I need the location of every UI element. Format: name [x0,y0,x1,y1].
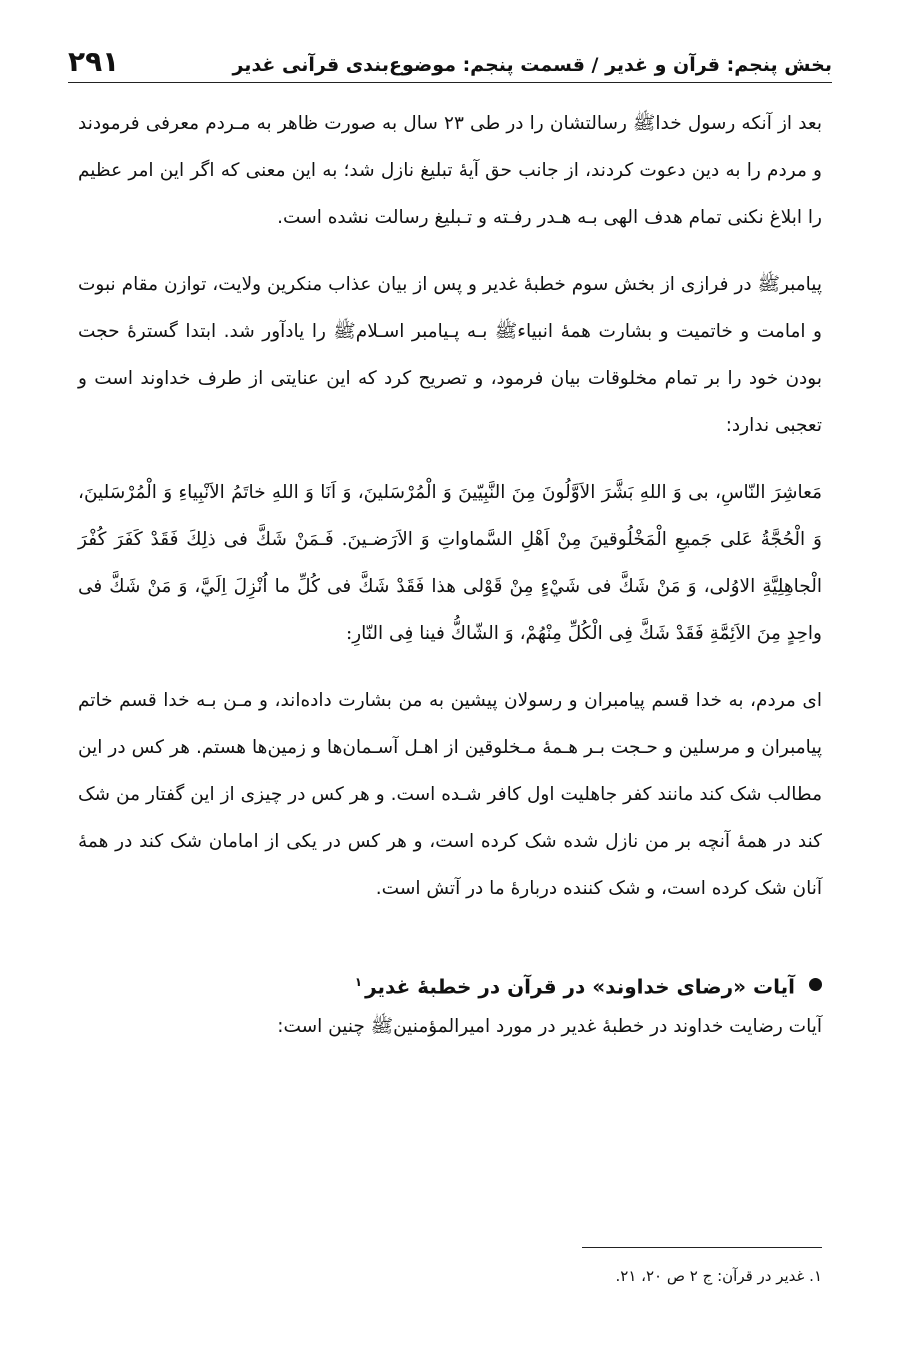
running-title: بخش پنجم: قرآن و غدیر / قسمت پنجم: موضوع‌بندی قرآنی غدیر [232,54,832,76]
paragraph-2: پیامبرﷺ در فرازی از بخش سوم خطبهٔ غدیر و پس از بیان عذاب منکرین ولایت، توازن مقام نبوت و امامت و خاتمیت و بشارت همهٔ انبیاءﷺ بـه پـیامبر اسـلامﷺ را یادآور شد. ابتدا گسترهٔ حجت بودن خود را بر تمام مخلوقات بیان فرمود، و تصریح کرد که این عنایتی از طرف خداوند است و تعجبی ندارد: [78,274,822,436]
footnote: ۱. غدیر در قرآن: ج ۲ ص ۲۰، ۲۱. [615,1267,822,1285]
section-heading-text [355,962,795,1007]
section-heading-title: آیات «رضای خداوند» در قرآن در خطبهٔ غدیر [365,974,795,999]
bullet-icon [809,978,822,991]
page-body [78,100,822,1047]
paragraph-1: بعد از آنکه رسول خداﷺ رسالتشان را در طی ۲۳ سال به صورت ظاهر به مـردم معرفی فرمودند و مردم را به دین دعوت کردند، از جانب حق آیهٔ تبلیغ نازل شد؛ به این معنی که اگر این امر عظیم را ابلاغ نکنی تمام هدف الهی بـه هـدر رفـته و تـبلیغ رسالت نشده است. [78,113,822,228]
page-number: ۲۹۱ [68,45,120,78]
section-intro: آیات رضایت خداوند در خطبهٔ غدیر در مورد امیرالمؤمنینﷺ چنین است: [277,1015,822,1037]
paragraph-translation: ای مردم، به خدا قسم پیامبران و رسولان پیشین به من بشارت داده‌اند، و مـن بـه خدا قسم خاتم پیامبران و مرسلین و حـجت بـر هـمهٔ مـخلوقین از اهـل آسـمان‌ها و زمین‌ها هستم. هر کس در این مطالب شک کند مانند کفر جاهلیت اول کافر شـده است. و هر کس در چیزی از این گفتار من شک کند در همهٔ آنچه بر من نازل شده شک کرده است، و هر کس در یکی از امامان شک کند در همهٔ آنان شک کرده است، و شک کننده دربارهٔ ما در آتش است. [78,690,822,899]
footnote-marker: ۱ [354,975,363,989]
footnote-divider [582,1247,822,1248]
page-header [68,30,832,83]
sermon-quote-arabic: مَعاشِرَ النّاسِ، بی وَ اللهِ بَشَّرَ الاَوَّلُونَ مِنَ النَّبِيّينَ وَ الْمُرْسَلينَ، وَ اَنَا وَ اللهِ خاتَمُ الاَنْبِياءِ وَ الْمُرْسَلينَ، وَ الْحُجَّةُ عَلى جَميعِ الْمَخْلُوقينَ مِنْ اَهْلِ السَّماواتِ وَ الاَرَضـينَ. فَـمَنْ شَكَّ فى ذلِكَ فَقَدْ كَفَرَ كُفْرَ الْجاهِلِيَّةِ الاوُلى، وَ مَنْ شَكَّ فى شَيْءٍ مِنْ قَوْلى هذا فَقَدْ شَكَّ فى كُلِّ ما اُنْزِلَ اِلَيَّ، وَ مَنْ شَكَّ فى واحِدٍ مِنَ الاَئِمَّةِ فَقَدْ شَكَّ فِى الْكُلِّ مِنْهُمْ، وَ الشّاكُّ فينا فِى النّارِ: [78,482,822,644]
section-heading [78,962,822,1007]
